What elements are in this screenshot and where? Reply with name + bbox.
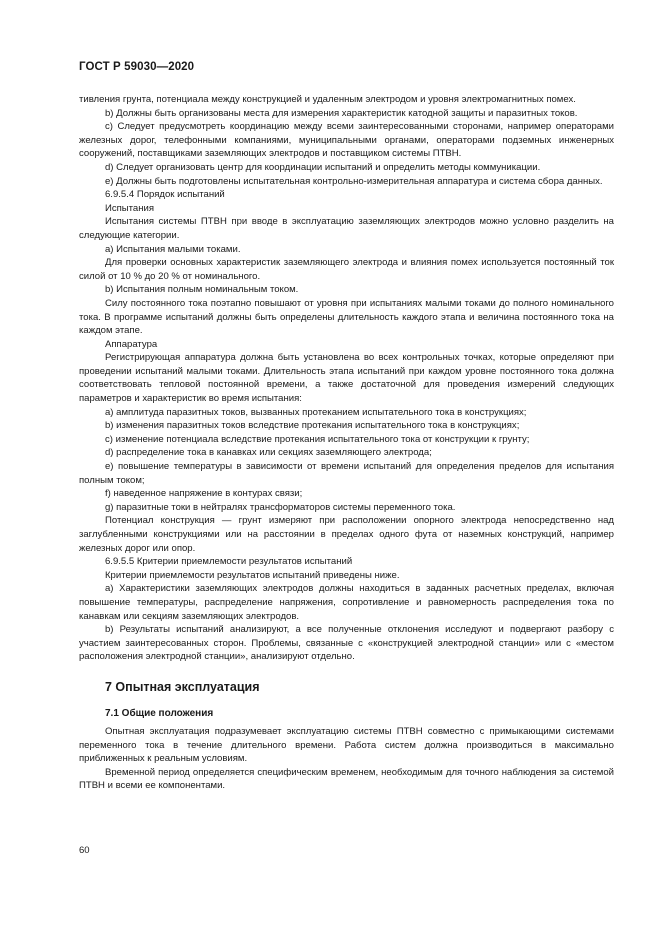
list-item: b) изменения паразитных токов вследствие протекания испытательного тока в конструкциях; xyxy=(105,420,520,432)
list-item: a) Испытания малыми токами. xyxy=(105,243,241,255)
paragraph: Критерии приемлемости результатов испытаний приведены ниже. xyxy=(105,569,400,581)
list-item: f) наведенное напряжение в контурах связи; xyxy=(105,488,303,500)
paragraph: Опытная эксплуатация подразумевает эксплуатацию системы ПТВН совместно с примыкающими системами переменного тока в течение длительного времени. Работа систем должна производиться в максимально приближенных к реальным условиям. xyxy=(79,725,614,765)
list-item: b) Результаты испытаний анализируют, а все полученные отклонения исследуют и подвергают разбору с участием заинтересованных сторон. Проблемы, связанные с «конструкцией электродной станции» или с «местом расположения электродной станции», анализируют отдельно. xyxy=(79,624,614,663)
paragraph: Для проверки основных характеристик заземляющего электрода и влияния помех используется постоянный ток силой от 10 % до 20 % от номинального. xyxy=(79,257,614,282)
list-item: d) распределение тока в канавках или секциях заземляющего электрода; xyxy=(105,447,432,459)
paragraph-heading: Аппаратура xyxy=(105,338,158,350)
list-item: a) Характеристики заземляющих электродов должны находиться в заданных расчетных пределах, включая повышение температуры, распределение напряжения, сопротивление и равномерность распределения тока по канавкам или секциям заземляющих электродов. xyxy=(79,583,614,622)
clause-heading: 6.9.5.4 Порядок испытаний xyxy=(105,189,225,201)
list-item: b) Должны быть организованы места для измерения характеристик катодной защиты и паразитных токов. xyxy=(105,107,578,119)
page-number: 60 xyxy=(79,845,90,856)
list-item: c) Следует предусмотреть координацию между всеми заинтересованными сторонами, например операторами железных дорог, телефонными компаниями, муниципальными органами, операторами подземных инженерных сооружений, поставщиками заземляющих электродов и поставщиком системы ПТВН. xyxy=(79,121,614,160)
paragraph: Силу постоянного тока поэтапно повышают от уровня при испытаниях малыми токами до полного номинального тока. В программе испытаний должны быть определены длительность каждого этапа и величина постоянного тока на каждом этапе. xyxy=(79,297,614,337)
list-item: e) Должны быть подготовлены испытательная контрольно-измерительная аппаратура и система сбора данных. xyxy=(105,175,603,187)
list-item: d) Следует организовать центр для координации испытаний и определить методы коммуникации. xyxy=(105,161,541,173)
list-item: a) амплитуда паразитных токов, вызванных протеканием испытательного тока в конструкциях; xyxy=(105,406,527,418)
list-item: b) Испытания полным номинальным током. xyxy=(105,284,299,296)
document-header: ГОСТ Р 59030—2020 xyxy=(79,61,195,73)
list-item: c) изменение потенциала вследствие протекания испытательного тока от конструкции к грунту; xyxy=(105,433,530,445)
subsection-title: 7.1 Общие положения xyxy=(105,707,214,719)
paragraph: Регистрирующая аппаратура должна быть установлена во всех контрольных точках, которые определяют при проведении испытаний малыми токами. Длительность этапа испытаний при каждом уровне постоянного тока должна соответствовать тепловой постоянной времени, а также достаточной для проведения измерений следующих параметров и характеристик во время испытания: xyxy=(79,352,614,405)
list-item: e) повышение температуры в зависимости от времени испытаний для определения пределов для испытания полным током; xyxy=(79,461,614,486)
paragraph: Потенциал конструкция — грунт измеряют при расположении опорного электрода непосредственно над заглубленными конструкциями или на расстоянии в пределах одного фута от наземных конструкций, например железных дорог или опор. xyxy=(79,515,614,554)
paragraph-heading: Испытания xyxy=(105,202,155,214)
paragraph: Временной период определяется специфическим временем, необходимым для точного наблюдения за системой ПТВН и всеми ее компонентами. xyxy=(79,766,614,792)
paragraph: Испытания системы ПТВН при вводе в эксплуатацию заземляющих электродов можно условно разделить на следующие категории. xyxy=(79,216,614,241)
list-item: g) паразитные токи в нейтралях трансформаторов системы переменного тока. xyxy=(105,501,456,513)
paragraph: тивления грунта, потенциала между конструкцией и удаленным электродом и уровня электромагнитных помех. xyxy=(79,94,576,105)
document-body xyxy=(79,93,614,793)
section-title: 7 Опытная эксплуатация xyxy=(105,679,260,694)
clause-heading: 6.9.5.5 Критерии приемлемости результатов испытаний xyxy=(105,556,353,568)
